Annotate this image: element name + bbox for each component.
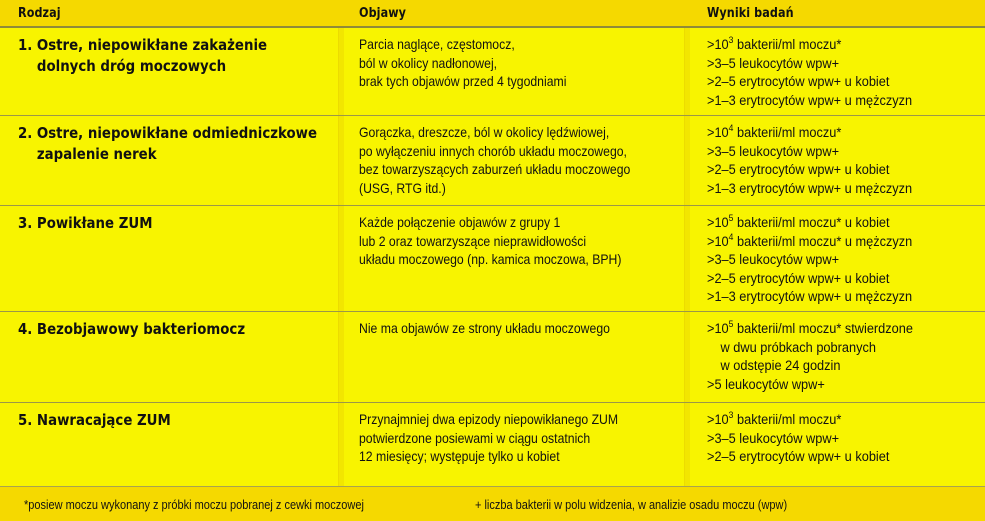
objawy-line: Przynajmniej dwa epizody niepowikłanego ZUM bbox=[359, 412, 619, 427]
wyniki-text: >2–5 erytrocytów wpw+ u kobiet bbox=[707, 162, 890, 178]
wyniki-text: >1–3 erytrocytów wpw+ u mężczyzn bbox=[707, 289, 913, 305]
column-header-rodzaj: Rodzaj bbox=[18, 6, 61, 21]
wyniki-text: w odstępie 24 godzin bbox=[720, 358, 841, 374]
cell-objawy bbox=[359, 124, 630, 198]
wyniki-line bbox=[707, 92, 912, 111]
cell-wyniki bbox=[707, 36, 912, 110]
wyniki-line bbox=[707, 288, 912, 307]
wyniki-text: bakterii/ml moczu* u mężczyzn bbox=[733, 233, 913, 250]
table-row bbox=[0, 116, 985, 206]
rodzaj-text: dolnych dróg moczowych bbox=[36, 57, 227, 75]
table-row bbox=[0, 403, 985, 486]
wyniki-line bbox=[707, 376, 913, 395]
wyniki-text: >2–5 erytrocytów wpw+ u kobiet bbox=[707, 74, 890, 90]
wyniki-text: bakterii/ml moczu* stwierdzone bbox=[733, 321, 913, 337]
cell-rodzaj bbox=[18, 35, 267, 77]
wyniki-line bbox=[707, 339, 913, 358]
objawy-line: bez towarzyszących zaburzeń układu moczowego bbox=[359, 162, 631, 177]
wyniki-text: bakterii/ml moczu* u kobiet bbox=[733, 215, 890, 231]
exponent: 5 bbox=[728, 213, 734, 224]
cell-wyniki bbox=[707, 214, 912, 307]
objawy-line: brak tych objawów przed 4 tygodniami bbox=[359, 74, 567, 89]
objawy-line: po wyłączeniu innych chorób układu moczowego, bbox=[359, 143, 627, 159]
wyniki-line bbox=[707, 180, 912, 199]
objawy-line: Każde połączenie objawów z grupy 1 bbox=[359, 215, 561, 230]
row-number: 4. bbox=[18, 320, 33, 338]
wyniki-text: >10 bbox=[707, 412, 729, 428]
rodzaj-text: Nawracające ZUM bbox=[36, 411, 171, 429]
wyniki-line bbox=[707, 143, 912, 162]
table-row bbox=[0, 206, 985, 312]
row-number: 1. bbox=[18, 36, 33, 54]
wyniki-text: bakterii/ml moczu* bbox=[733, 412, 842, 428]
rodzaj-text: Ostre, niepowikłane odmiedniczkowe bbox=[36, 124, 318, 142]
wyniki-line bbox=[707, 161, 912, 180]
row-number: 2. bbox=[18, 124, 33, 142]
objawy-line: Gorączka, dreszcze, ból w okolicy lędźwiowej, bbox=[359, 125, 610, 140]
wyniki-line bbox=[707, 430, 889, 449]
objawy-line: 12 miesięcy; występuje tylko u kobiet bbox=[359, 449, 560, 464]
wyniki-text: >3–5 leukocytów wpw+ bbox=[707, 430, 840, 447]
cell-rodzaj bbox=[18, 319, 245, 340]
wyniki-text: >10 bbox=[707, 233, 729, 250]
objawy-line: (USG, RTG itd.) bbox=[359, 180, 446, 196]
objawy-line: potwierdzone posiewami w ciągu ostatnich bbox=[359, 430, 591, 446]
column-header-objawy: Objawy bbox=[359, 6, 407, 21]
wyniki-text: >3–5 leukocytów wpw+ bbox=[707, 252, 840, 268]
cell-rodzaj bbox=[18, 213, 152, 234]
wyniki-line bbox=[707, 73, 912, 92]
wyniki-text: >3–5 leukocytów wpw+ bbox=[707, 143, 840, 160]
row-number: 5. bbox=[18, 411, 33, 429]
wyniki-line bbox=[707, 55, 912, 74]
wyniki-line bbox=[707, 411, 889, 430]
wyniki-line bbox=[707, 214, 912, 233]
wyniki-text: >10 bbox=[707, 125, 729, 141]
table-footer bbox=[0, 486, 985, 521]
rodzaj-text: Powikłane ZUM bbox=[36, 214, 153, 232]
wyniki-text: >3–5 leukocytów wpw+ bbox=[707, 55, 840, 72]
rodzaj-text: Ostre, niepowikłane zakażenie bbox=[36, 36, 268, 54]
wyniki-line bbox=[707, 448, 889, 467]
wyniki-text: >10 bbox=[707, 215, 729, 231]
rodzaj-text: zapalenie nerek bbox=[36, 145, 157, 163]
table-row bbox=[0, 312, 985, 403]
wyniki-text: >5 leukocytów wpw+ bbox=[707, 376, 825, 393]
cell-objawy bbox=[359, 320, 610, 339]
wyniki-line bbox=[707, 124, 912, 143]
wyniki-text: w dwu próbkach pobranych bbox=[720, 339, 876, 356]
footnote-asterisk: *posiew moczu wykonany z próbki moczu pobranej z cewki moczowej bbox=[24, 498, 364, 512]
wyniki-line bbox=[707, 320, 913, 339]
objawy-line: Parcia naglące, częstomocz, bbox=[359, 37, 515, 52]
row-number: 3. bbox=[18, 214, 33, 232]
objawy-line: Nie ma objawów ze strony układu moczowego bbox=[359, 321, 610, 336]
exponent: 3 bbox=[728, 35, 734, 46]
wyniki-line bbox=[707, 357, 913, 376]
wyniki-line bbox=[707, 251, 912, 270]
exponent: 5 bbox=[728, 319, 734, 330]
objawy-line: układu moczowego (np. kamica moczowa, BPH) bbox=[359, 252, 622, 267]
exponent: 3 bbox=[728, 410, 734, 421]
table-row bbox=[0, 28, 985, 116]
footnote-plus: + liczba bakterii w polu widzenia, w analizie osadu moczu (wpw) bbox=[475, 498, 788, 512]
exponent: 4 bbox=[728, 231, 734, 243]
cell-objawy bbox=[359, 214, 621, 270]
column-header-wyniki: Wyniki badań bbox=[707, 6, 794, 21]
cell-objawy bbox=[359, 411, 618, 467]
objawy-line: ból w okolicy nadłonowej, bbox=[359, 55, 498, 71]
cell-wyniki bbox=[707, 411, 889, 467]
wyniki-text: >10 bbox=[707, 37, 729, 53]
wyniki-text: >1–3 erytrocytów wpw+ u mężczyzn bbox=[707, 92, 913, 109]
wyniki-line bbox=[707, 233, 912, 252]
cell-wyniki bbox=[707, 320, 913, 394]
cell-rodzaj bbox=[18, 410, 171, 431]
wyniki-text: >2–5 erytrocytów wpw+ u kobiet bbox=[707, 270, 890, 287]
rodzaj-text: Bezobjawowy bakteriomocz bbox=[36, 320, 246, 338]
cell-objawy bbox=[359, 36, 566, 92]
wyniki-text: >10 bbox=[707, 321, 729, 337]
wyniki-line bbox=[707, 36, 912, 55]
wyniki-text: >2–5 erytrocytów wpw+ u kobiet bbox=[707, 449, 890, 465]
wyniki-text: >1–3 erytrocytów wpw+ u mężczyzn bbox=[707, 180, 913, 197]
wyniki-text: bakterii/ml moczu* bbox=[733, 125, 842, 141]
cell-rodzaj bbox=[18, 123, 317, 165]
wyniki-line bbox=[707, 270, 912, 289]
wyniki-text: bakterii/ml moczu* bbox=[733, 37, 842, 53]
table-header bbox=[0, 0, 985, 28]
exponent: 4 bbox=[728, 123, 734, 134]
cell-wyniki bbox=[707, 124, 912, 198]
objawy-line: lub 2 oraz towarzyszące nieprawidłowości bbox=[359, 233, 587, 249]
